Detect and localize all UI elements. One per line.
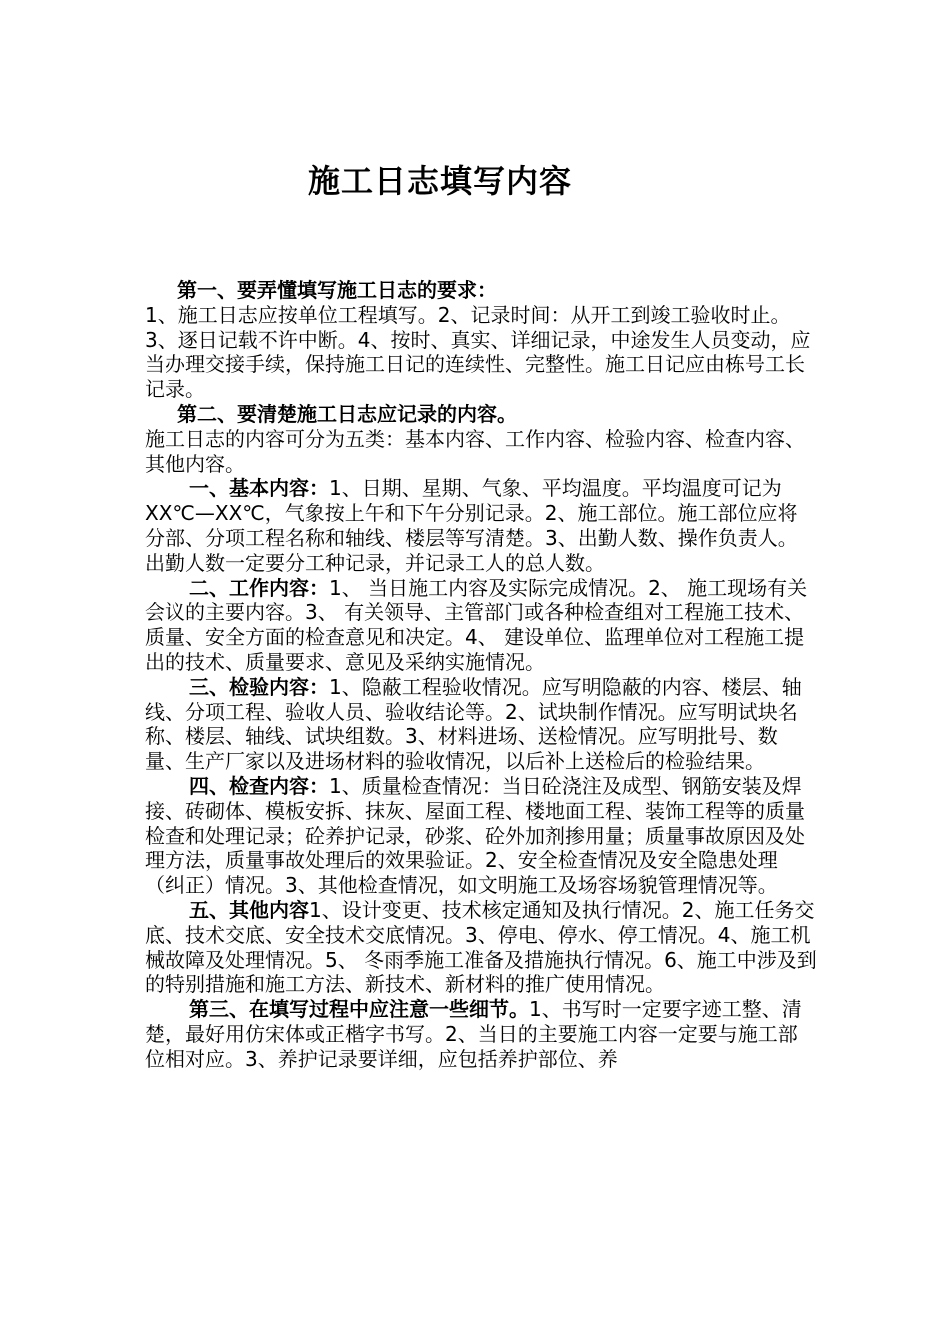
section-3-heading: 第三、在填写过程中应注意一些细节。 bbox=[189, 997, 529, 1022]
category-2-paragraph bbox=[145, 576, 817, 675]
category-1-body: 1、日期、星期、气象、平均温度。平均温度可记为 XX℃—XX℃，气象按上午和下午分别记录。2、施工部位。施工部位应将分部、分项工程名称和轴线、楼层等写清楚。3、出勤人数、操作负责人。出勤人数一定要分工种记录，并记录工人的总人数。 bbox=[145, 476, 798, 575]
category-2-heading: 二、工作内容： bbox=[189, 575, 329, 600]
section-3-paragraph bbox=[145, 997, 817, 1071]
category-3-body: 1、隐蔽工程验收情况。应写明隐蔽的内容、楼层、轴线、分项工程、验收人员、验收结论等。2、试块制作情况。应写明试块名称、楼层、轴线、试块组数。3、材料进场、送检情况。应写明批号、数量、生产厂家以及进场材料的验收情况，以后补上送检后的检验结果。 bbox=[145, 674, 802, 774]
section-3-body: 1、书写时一定要字迹工整、清楚，最好用仿宋体或正楷字书写。2、当日的主要施工内容一定要与施工部位相对应。3、养护记录要详细，应包括养护部位、养 bbox=[145, 997, 802, 1071]
category-5-body: 1、设计变更、技术核定通知及执行情况。2、施工任务交底、技术交底、安全技术交底情况。3、停电、停水、停工情况。4、施工机械故障及处理情况。5、 冬雨季施工准备及措施执行情况。6、施工中涉及到的特别措施和施工方法、新技术、新材料的推广使用情况。 bbox=[145, 897, 817, 997]
section-1-heading: 第一、要弄懂填写施工日志的要求： bbox=[177, 278, 497, 302]
section-1-heading-paragraph bbox=[145, 278, 817, 303]
section-1-body: 1、施工日志应按单位工程填写。2、记录时间：从开工到竣工验收时止。3、逐日记载不许中断。4、按时、真实、详细记录，中途发生人员变动，应当办理交接手续，保持施工日记的连续性、完整性。施工日记应由栋号工长记录。 bbox=[145, 302, 811, 402]
category-4-heading: 四、检查内容： bbox=[189, 773, 329, 798]
section-2-heading: 第二、要清楚施工日志应记录的内容。 bbox=[177, 401, 517, 426]
category-1-paragraph bbox=[145, 476, 817, 575]
category-5-paragraph bbox=[145, 898, 817, 997]
category-1-heading: 一、基本内容： bbox=[189, 476, 329, 501]
section-2-body: 施工日志的内容可分为五类：基本内容、工作内容、检验内容、检查内容、其他内容。 bbox=[145, 426, 805, 476]
category-3-heading: 三、检验内容： bbox=[189, 674, 329, 699]
category-4-paragraph bbox=[145, 774, 817, 898]
category-4-body: 1、质量检查情况：当日砼浇注及成型、钢筋安装及焊接、砖砌体、模板安拆、抹灰、屋面工程、楼地面工程、装饰工程等的质量检查和处理记录；砼养护记录，砂浆、砼外加剂掺用量；质量事故原因及处理方法，质量事故处理后的效果验证。2、安全检查情况及安全隐患处理（纠正）情况。3、其他检查情况，如文明施工及场容场貌管理情况等。 bbox=[145, 773, 805, 898]
page-title: 施工日志填写内容 bbox=[307, 162, 572, 200]
document-body bbox=[145, 278, 817, 1072]
category-3-paragraph bbox=[145, 675, 817, 774]
category-2-body: 1、 当日施工内容及实际完成情况。2、 施工现场有关会议的主要内容。3、 有关领导、主管部门或各种检查组对工程施工技术、质量、安全方面的检查意见和决定。4、 建设单位、监理单位对工程施工提出的技术、质量要求、意见及采纳实施情况。 bbox=[145, 575, 808, 674]
category-5-heading: 五、其他内容 bbox=[189, 897, 309, 922]
section-2-heading-paragraph bbox=[145, 402, 817, 427]
